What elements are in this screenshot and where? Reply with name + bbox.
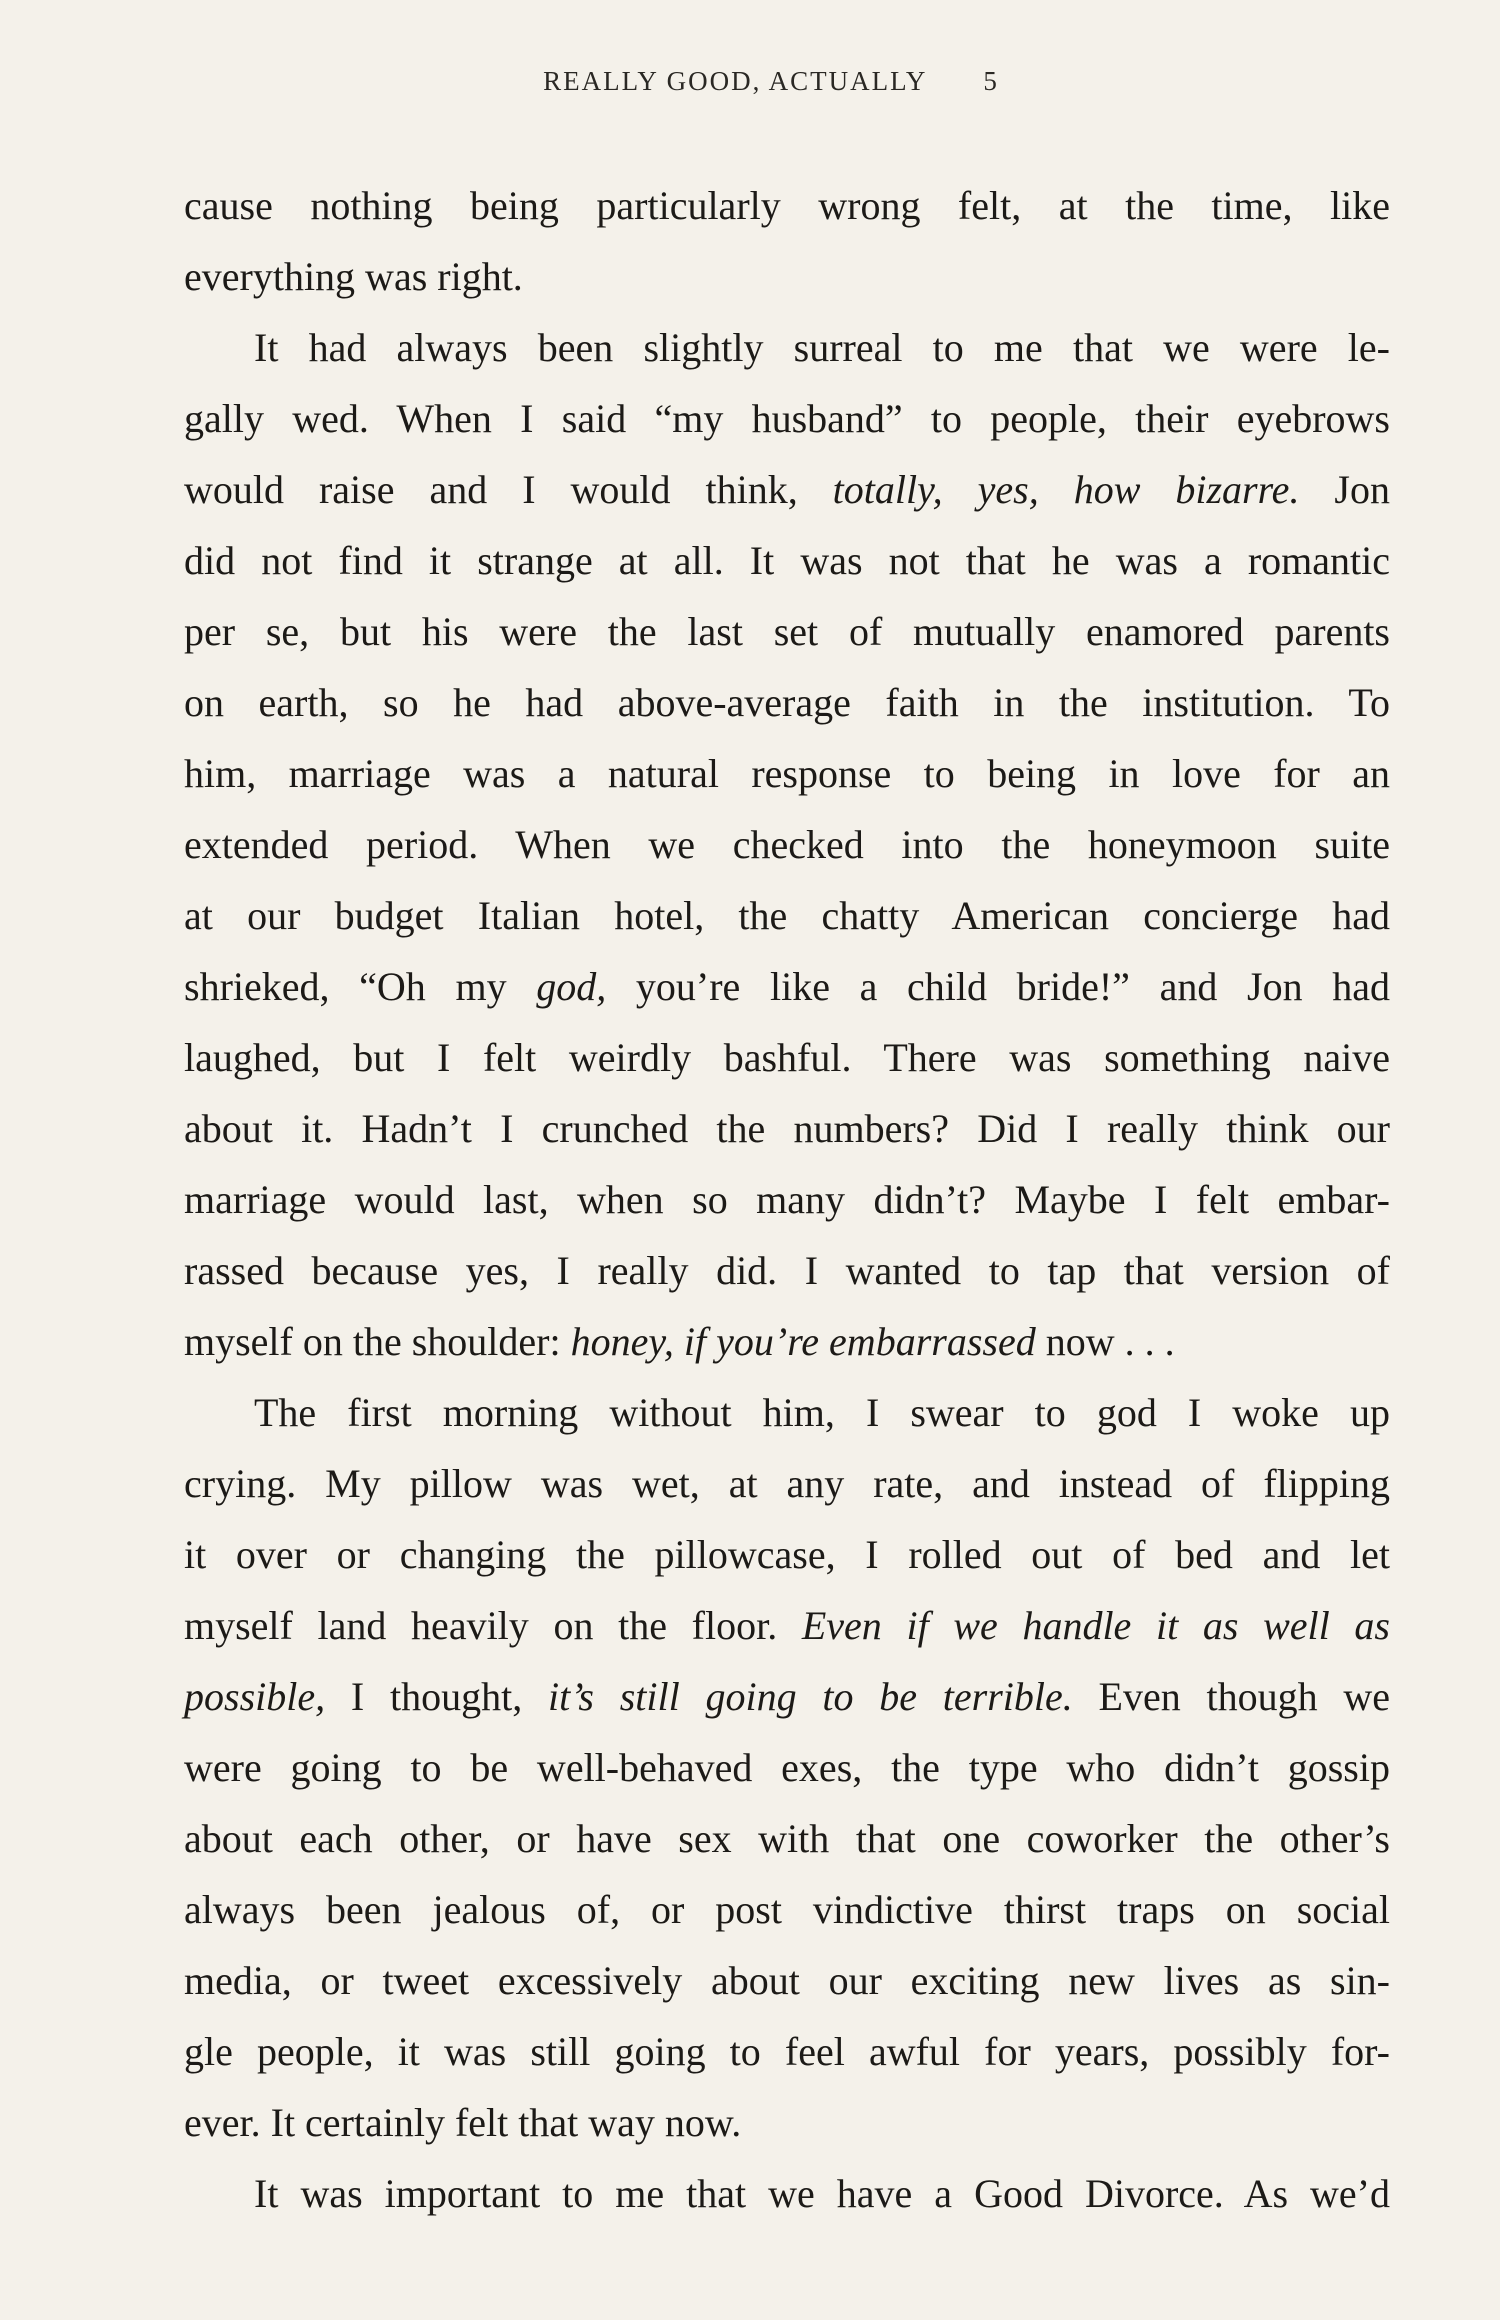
italic-span: honey, if you’re embarrassed bbox=[570, 1319, 1036, 1364]
italic-span: totally, yes, how bizarre. bbox=[832, 467, 1300, 512]
text-line: everything was right. bbox=[184, 254, 523, 299]
text-line: were going to be well-behaved exes, the type who didn’t gossip bbox=[184, 1745, 1390, 1790]
text-line: extended period. When we checked into the honeymoon suite bbox=[184, 822, 1390, 867]
text-span: would raise and I would think, bbox=[184, 467, 833, 512]
text-line: him, marriage was a natural response to being in love for an bbox=[184, 751, 1390, 796]
text-line: about each other, or have sex with that one coworker the other’s bbox=[184, 1816, 1390, 1861]
body-text bbox=[184, 170, 1390, 2229]
text-line: per se, but his were the last set of mutually enamored parents bbox=[184, 609, 1390, 654]
text-span: myself land heavily on the floor. bbox=[184, 1603, 802, 1648]
text-line: cause nothing being particularly wrong felt, at the time, like bbox=[184, 183, 1390, 228]
running-head bbox=[0, 66, 1500, 97]
text-line: it over or changing the pillowcase, I rolled out of bed and let bbox=[184, 1532, 1390, 1577]
text-line bbox=[184, 454, 1390, 525]
text-span: Jon bbox=[1299, 467, 1390, 512]
text-line bbox=[184, 1661, 1390, 1732]
text-line: gle people, it was still going to feel awful for years, possibly for- bbox=[184, 2029, 1390, 2074]
text-span: shrieked, “Oh my bbox=[184, 964, 537, 1009]
italic-span: it’s still going to be terrible. bbox=[547, 1674, 1073, 1719]
text-span: Even though we bbox=[1072, 1674, 1391, 1719]
text-line bbox=[184, 1590, 1390, 1661]
text-line: The first morning without him, I swear to god I woke up bbox=[254, 1390, 1390, 1435]
text-line: on earth, so he had above-average faith in the institution. To bbox=[184, 680, 1390, 725]
text-line: at our budget Italian hotel, the chatty American concierge had bbox=[184, 893, 1390, 938]
page-number: 5 bbox=[983, 66, 997, 96]
running-title: REALLY GOOD, ACTUALLY bbox=[543, 66, 928, 96]
text-line: rassed because yes, I really did. I wanted to tap that version of bbox=[184, 1248, 1390, 1293]
text-line: marriage would last, when so many didn’t? Maybe I felt embar- bbox=[184, 1177, 1390, 1222]
text-line: laughed, but I felt weirdly bashful. There was something naive bbox=[184, 1035, 1390, 1080]
text-line: It had always been slightly surreal to me that we were le- bbox=[254, 325, 1390, 370]
text-span: now . . . bbox=[1035, 1319, 1175, 1364]
italic-span: Even if we handle it as well as bbox=[801, 1603, 1390, 1648]
text-line: did not find it strange at all. It was not that he was a romantic bbox=[184, 538, 1390, 583]
text-span: you’re like a child bride!” and Jon had bbox=[606, 964, 1390, 1009]
text-line: It was important to me that we have a Good Divorce. As we’d bbox=[254, 2171, 1390, 2216]
text-line: crying. My pillow was wet, at any rate, and instead of flipping bbox=[184, 1461, 1390, 1506]
text-line: media, or tweet excessively about our exciting new lives as sin- bbox=[184, 1958, 1390, 2003]
text-line: always been jealous of, or post vindictive thirst traps on social bbox=[184, 1887, 1390, 1932]
text-span: myself on the shoulder: bbox=[184, 1319, 571, 1364]
text-line bbox=[184, 1306, 1390, 1377]
text-line bbox=[184, 951, 1390, 1022]
text-line: about it. Hadn’t I crunched the numbers? Did I really think our bbox=[184, 1106, 1390, 1151]
italic-span: god, bbox=[536, 964, 607, 1009]
text-span: I thought, bbox=[325, 1674, 548, 1719]
text-line: gally wed. When I said “my husband” to people, their eyebrows bbox=[184, 396, 1390, 441]
text-line: ever. It certainly felt that way now. bbox=[184, 2100, 742, 2145]
italic-span: possible, bbox=[184, 1674, 326, 1719]
